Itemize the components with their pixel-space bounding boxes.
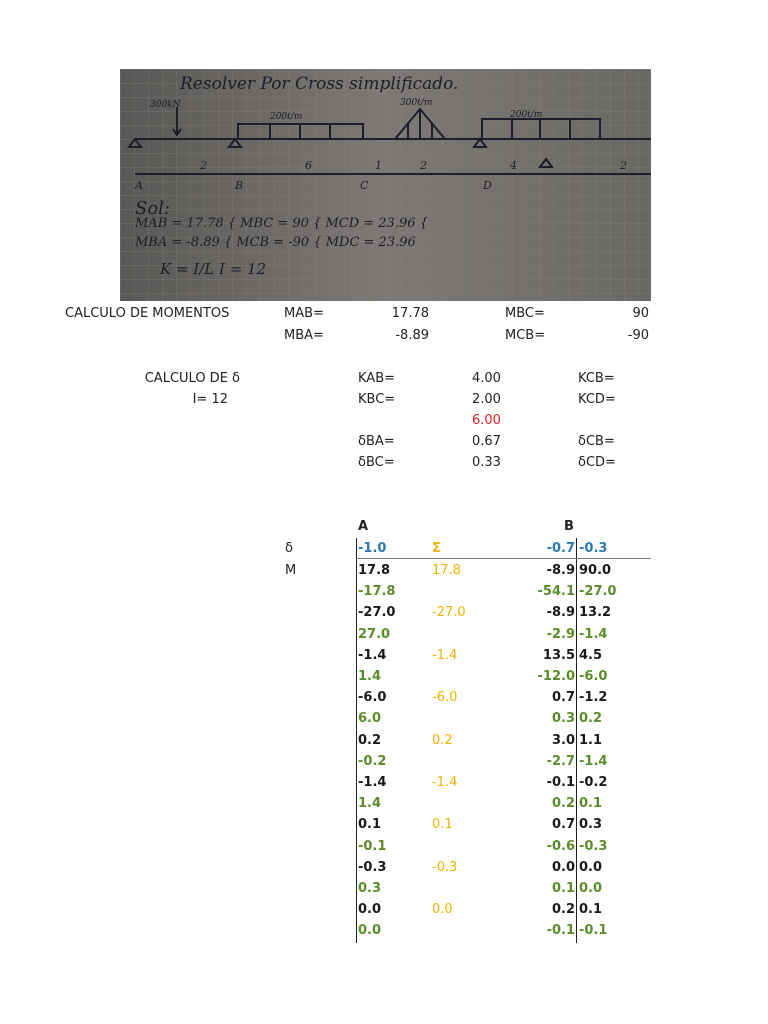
svg-text:2: 2	[420, 159, 427, 172]
dba-value: 0.67	[472, 434, 501, 449]
cell-a: -0.1	[358, 838, 387, 854]
cell-a: -27.0	[358, 605, 396, 621]
cell-a: -0.2	[358, 753, 387, 769]
cell-ba: -0.6	[546, 838, 575, 854]
mbc-value: 90	[632, 306, 649, 321]
cell-a: 0.1	[358, 817, 382, 833]
svg-text:B: B	[235, 179, 244, 192]
column-b-header: B	[564, 519, 574, 534]
kab-label: KAB=	[358, 371, 396, 386]
dbc-value: 0.33	[472, 455, 501, 470]
cell-sum: 0.0	[432, 902, 453, 918]
svg-text:200t/m: 200t/m	[510, 110, 543, 120]
delta-heading: CALCULO DE δ	[144, 371, 240, 386]
cell-bc: 0.1	[579, 796, 603, 812]
cell-a: -17.8	[358, 584, 396, 600]
cell-a: 0.0	[358, 902, 382, 918]
kbc-label: KBC=	[358, 392, 396, 407]
cell-bc: -0.2	[579, 775, 608, 790]
cell-ba: 0.7	[551, 817, 575, 833]
cell-bc: -1.4	[579, 753, 608, 769]
cell-ba: -2.9	[546, 626, 575, 642]
dba-label: δBA=	[358, 434, 395, 449]
cell-bc: 0.3	[579, 817, 603, 833]
dcd-label: δCD=	[578, 455, 616, 470]
cell-bc: 13.2	[579, 605, 612, 621]
cell-sum: 0.2	[432, 732, 453, 748]
cell-ba: 0.2	[551, 902, 575, 918]
cell-bc: 90.0	[579, 563, 612, 578]
cell-bc: -0.3	[579, 838, 608, 854]
cell-sum: -6.0	[432, 690, 458, 706]
svg-text:C: C	[360, 179, 369, 192]
mab-value: 17.78	[391, 306, 429, 321]
header-underline	[356, 558, 651, 559]
cell-ba: 0.2	[551, 796, 575, 812]
factor-ba: -0.7	[546, 541, 575, 556]
column-a-header: A	[358, 519, 369, 534]
cell-ba: 0.7	[551, 690, 575, 706]
cell-ba: -0.1	[546, 923, 575, 939]
cell-ba: 0.0	[551, 859, 575, 875]
kab-value: 4.00	[472, 371, 501, 386]
factor-a: -1.0	[358, 541, 387, 556]
mcb-value: -90	[627, 328, 649, 343]
mcb-label: MCB=	[505, 328, 546, 343]
moments-heading: CALCULO DE MOMENTOS	[65, 306, 230, 321]
notebook-photo	[120, 69, 651, 301]
cell-sum: 17.8	[432, 563, 461, 578]
cell-ba: 3.0	[551, 732, 575, 748]
cell-a: 0.2	[358, 732, 382, 748]
svg-text:MBA = -8.89 { MCB = -90 { MDC: MBA = -8.89 { MCB = -90 { MDC = 23.96	[135, 235, 416, 250]
cell-sum: -1.4	[432, 775, 458, 790]
cell-a: -1.4	[358, 647, 387, 663]
cell-bc: 0.0	[579, 881, 603, 896]
kcd-label: KCD=	[578, 392, 616, 407]
cell-bc: 0.0	[579, 859, 603, 875]
cell-ba: -8.9	[546, 563, 575, 578]
cell-ba: -0.1	[546, 775, 575, 790]
cell-a: 1.4	[358, 796, 382, 812]
cell-ba: 13.5	[542, 647, 575, 663]
cell-bc: -1.4	[579, 626, 608, 642]
cell-bc: 0.1	[579, 902, 603, 918]
dbc-label: δBC=	[358, 455, 395, 470]
cell-bc: 0.2	[579, 711, 603, 727]
svg-text:Sol:: Sol:	[135, 198, 170, 219]
divider-b	[576, 538, 577, 943]
k-sum-value: 6.00	[472, 413, 501, 428]
divider-a	[356, 538, 357, 943]
svg-text:MAB = 17.78 { MBC = 90 { MCD =: MAB = 17.78 { MBC = 90 { MCD = 23.96 {	[135, 216, 428, 231]
cell-sum: -1.4	[432, 647, 458, 663]
row-moment-label: M	[285, 563, 297, 578]
cell-ba: 0.1	[551, 881, 575, 896]
cell-sum: 0.1	[432, 817, 453, 833]
cell-bc: 4.5	[579, 647, 603, 663]
kbc-value: 2.00	[472, 392, 501, 407]
row-delta-label: δ	[285, 541, 293, 556]
mab-label: MAB=	[284, 306, 324, 321]
svg-text:1: 1	[375, 159, 382, 172]
cell-a: 1.4	[358, 669, 382, 684]
cell-a: 27.0	[358, 626, 391, 642]
cell-sum: -0.3	[432, 859, 458, 875]
sigma-header: Σ	[432, 541, 441, 556]
svg-text:300t/m: 300t/m	[400, 98, 433, 108]
cell-bc: -27.0	[579, 584, 617, 600]
cell-sum: -27.0	[432, 605, 466, 621]
cell-a: 6.0	[358, 711, 382, 727]
cell-a: 17.8	[358, 563, 391, 578]
kcb-label: KCB=	[578, 371, 615, 386]
svg-text:4: 4	[510, 159, 517, 172]
cell-ba: -54.1	[537, 584, 575, 600]
mba-value: -8.89	[395, 328, 429, 343]
cell-a: -0.3	[358, 859, 387, 875]
cell-bc: 1.1	[579, 732, 603, 748]
mba-label: MBA=	[284, 328, 324, 343]
svg-text:200t/m: 200t/m	[270, 112, 303, 122]
cell-bc: -6.0	[579, 669, 608, 684]
cell-ba: -8.9	[546, 605, 575, 621]
cell-a: 0.3	[358, 881, 382, 896]
inertia-label: I= 12	[192, 392, 228, 407]
cell-a: -1.4	[358, 775, 387, 790]
svg-text:K = I/L I = 12: K = I/L I = 12	[160, 260, 267, 278]
cell-ba: 0.3	[551, 711, 575, 727]
factor-bc: -0.3	[579, 541, 608, 556]
svg-text:2: 2	[620, 159, 627, 172]
mbc-label: MBC=	[505, 306, 545, 321]
cell-bc: -1.2	[579, 690, 608, 706]
svg-text:D: D	[483, 179, 492, 192]
svg-text:300kN: 300kN	[150, 100, 181, 110]
svg-text:A: A	[135, 179, 143, 192]
svg-text:6: 6	[305, 159, 312, 172]
svg-text:2: 2	[200, 159, 207, 172]
photo-title: Resolver Por Cross simplificado.	[180, 74, 459, 94]
cell-ba: -12.0	[537, 669, 575, 684]
cell-bc: -0.1	[579, 923, 608, 939]
dcb-label: δCB=	[578, 434, 615, 449]
cell-ba: -2.7	[546, 753, 575, 769]
cell-a: -6.0	[358, 690, 387, 706]
cell-a: 0.0	[358, 923, 382, 939]
